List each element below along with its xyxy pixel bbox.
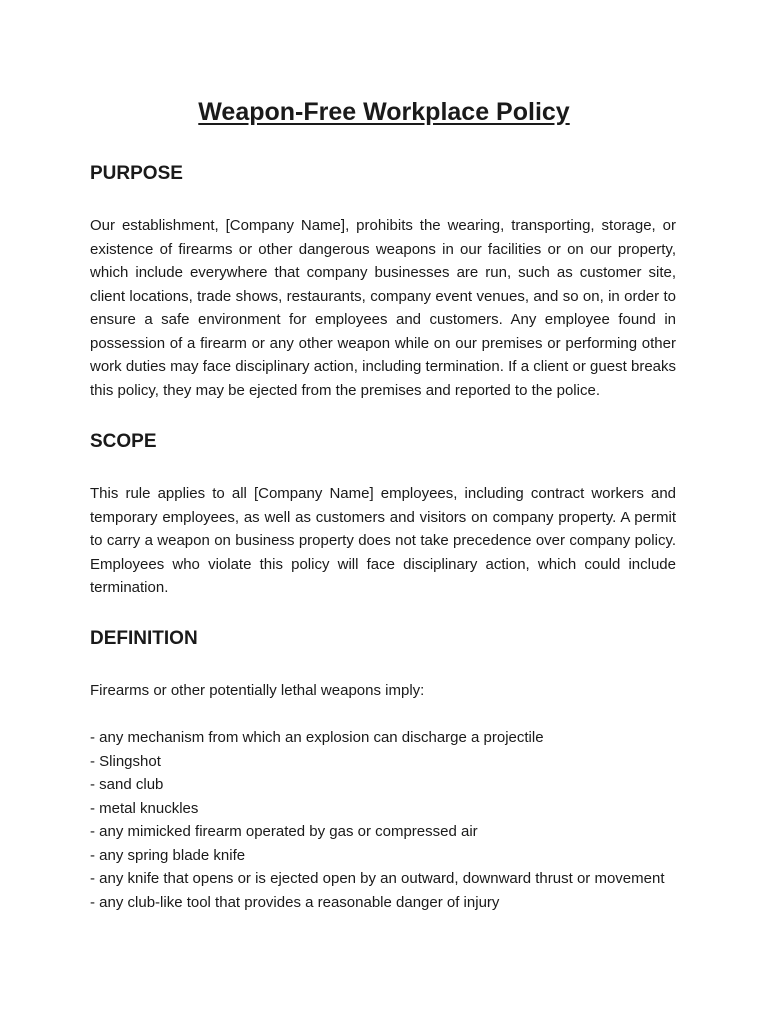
weapon-list bbox=[90, 726, 690, 914]
list-item: - metal knuckles bbox=[90, 799, 199, 817]
definition-intro: Firearms or other potentially lethal weapons imply: bbox=[90, 682, 425, 699]
section-body-purpose: Our establishment, [Company Name], prohibits the wearing, transporting, storage, or existence of firearms or other dangerous weapons in our facilities or on our property, which include everywhere that company businesses are run, such as customer site, client locations, trade shows, restaurants, company event venues, and so on, in order to ensure a safe environment for employees and customers. Any employee found in possession of a firearm or any other weapon while on our premises or performing other work duties may face disciplinary action, including termination. If a client or guest breaks this policy, they may be ejected from the premises and reported to the police. bbox=[90, 217, 676, 399]
list-item: - Slingshot bbox=[90, 752, 161, 770]
document-title: Weapon-Free Workplace Policy bbox=[198, 98, 570, 126]
list-item: - any club-like tool that provides a reasonable danger of injury bbox=[90, 893, 500, 911]
list-item: - any spring blade knife bbox=[90, 846, 246, 864]
list-item: - any mimicked firearm operated by gas or compressed air bbox=[90, 823, 478, 840]
section-heading-purpose: PURPOSE bbox=[90, 163, 183, 184]
list-item: - any knife that opens or is ejected open by an outward, downward thrust or movement bbox=[90, 870, 665, 887]
list-item: - sand club bbox=[90, 776, 164, 793]
section-heading-scope: SCOPE bbox=[90, 431, 157, 452]
list-item: - any mechanism from which an explosion can discharge a projectile bbox=[90, 729, 544, 746]
section-heading-definition: DEFINITION bbox=[90, 628, 198, 649]
section-body-scope: This rule applies to all [Company Name] employees, including contract workers and temporary employees, as well as customers and visitors on company property. A permit to carry a weapon on business property does not take precedence over company policy. Employees who violate this policy will face disciplinary action, which could include termination. bbox=[90, 485, 676, 596]
